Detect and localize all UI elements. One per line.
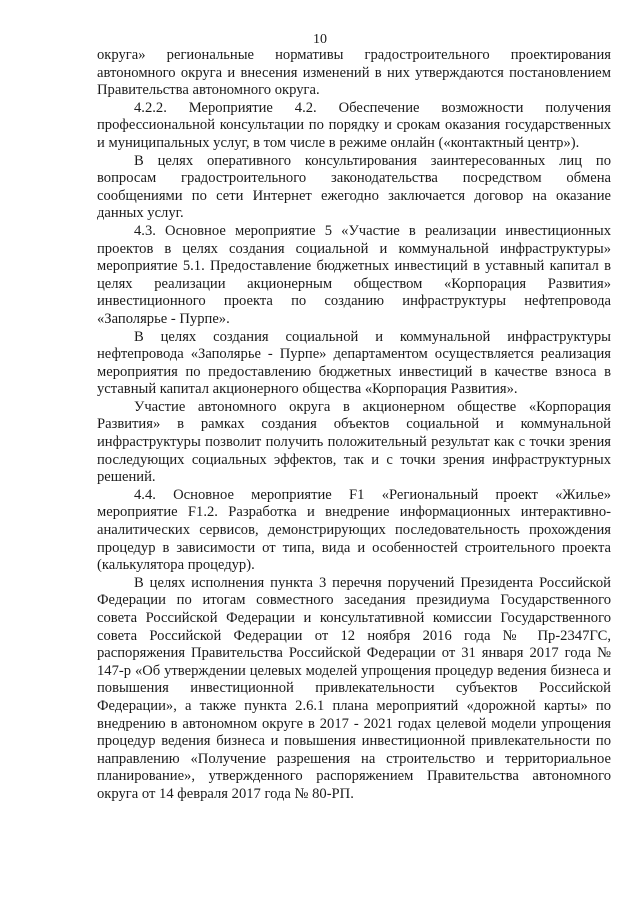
paragraph-participation: Участие автономного округа в акционерном обществе «Корпорация Развития» в рамках создания объектов социальной и коммунальной инфраструктуры позволит получить положительный результат как с точки зрения последующих социальных эффектов, так и с точки зрения инфраструктурных решений.: [97, 398, 611, 486]
paragraph-consulting: В целях оперативного консультирования заинтересованных лиц по вопросам градостроительного законодательства посредством обмена сообщениями по сети Интернет ежегодно заключается договор на оказание данных услуг.: [97, 152, 611, 222]
paragraph-continuation: округа» региональные нормативы градостроительного проектирования автономного округа и внесения изменений в них утверждаются постановлением Правительства автономного округа.: [97, 47, 611, 99]
paragraph-4-2-2: 4.2.2. Мероприятие 4.2. Обеспечение возможности получения профессиональной консультации по порядку и срокам оказания государственных и муниципальных услуг, в том числе в режиме онлайн («контактный центр»).: [97, 99, 611, 151]
page-number: 10: [313, 32, 327, 47]
paragraph-4-4: 4.4. Основное мероприятие F1 «Региональный проект «Жилье» мероприятие F1.2. Разработка и внедрение информационных интерактивно-аналитических сервисов, демонстрирующих последовательность прохождения процедур в зависимости от типа, вида и особенностей строительного проекта (калькулятора процедур).: [97, 486, 611, 574]
paragraph-presidential-order: В целях исполнения пункта 3 перечня поручений Президента Российской Федерации по итогам совместного заседания президиума Государственного совета Российской Федерации и консультативной комиссии Государственного совета Российской Федерации от 12 ноября 2016 года № Пр-2347ГС, распоряжения Правительства Российской Федерации от 31 января 2017 года № 147-р «Об утверждении целевых моделей упрощения процедур ведения бизнеса и повышения инвестиционной привлекательности субъектов Российской Федерации», а также пункта 2.6.1 плана мероприятий «дорожной карты» по внедрению в автономном округе в 2017 - 2021 годах целевой модели упрощения процедур ведения бизнеса и повышения инвестиционной привлекательности по направлению «Получение разрешения на строительство и территориальное планирование», утвержденного распоряжением Правительства автономного округа от 14 февраля 2017 года № 80-РП.: [97, 574, 611, 802]
paragraph-pipeline: В целях создания социальной и коммунальной инфраструктуры нефтепровода «Заполярье - Пурпе» департаментом осуществляется реализация мероприятия по предоставлению бюджетных инвестиций в качестве взноса в уставный капитал акционерного общества «Корпорация Развития».: [97, 328, 611, 398]
document-body: [97, 47, 611, 804]
paragraph-4-3: 4.3. Основное мероприятие 5 «Участие в реализации инвестиционных проектов в целях создания социальной и коммунальной инфраструктуры» мероприятие 5.1. Предоставление бюджетных инвестиций в уставный капитал в целях реализации акционерным обществом «Корпорация Развития» инвестиционного проекта по созданию инфраструктуры нефтепровода «Заполярье - Пурпе».: [97, 222, 611, 327]
